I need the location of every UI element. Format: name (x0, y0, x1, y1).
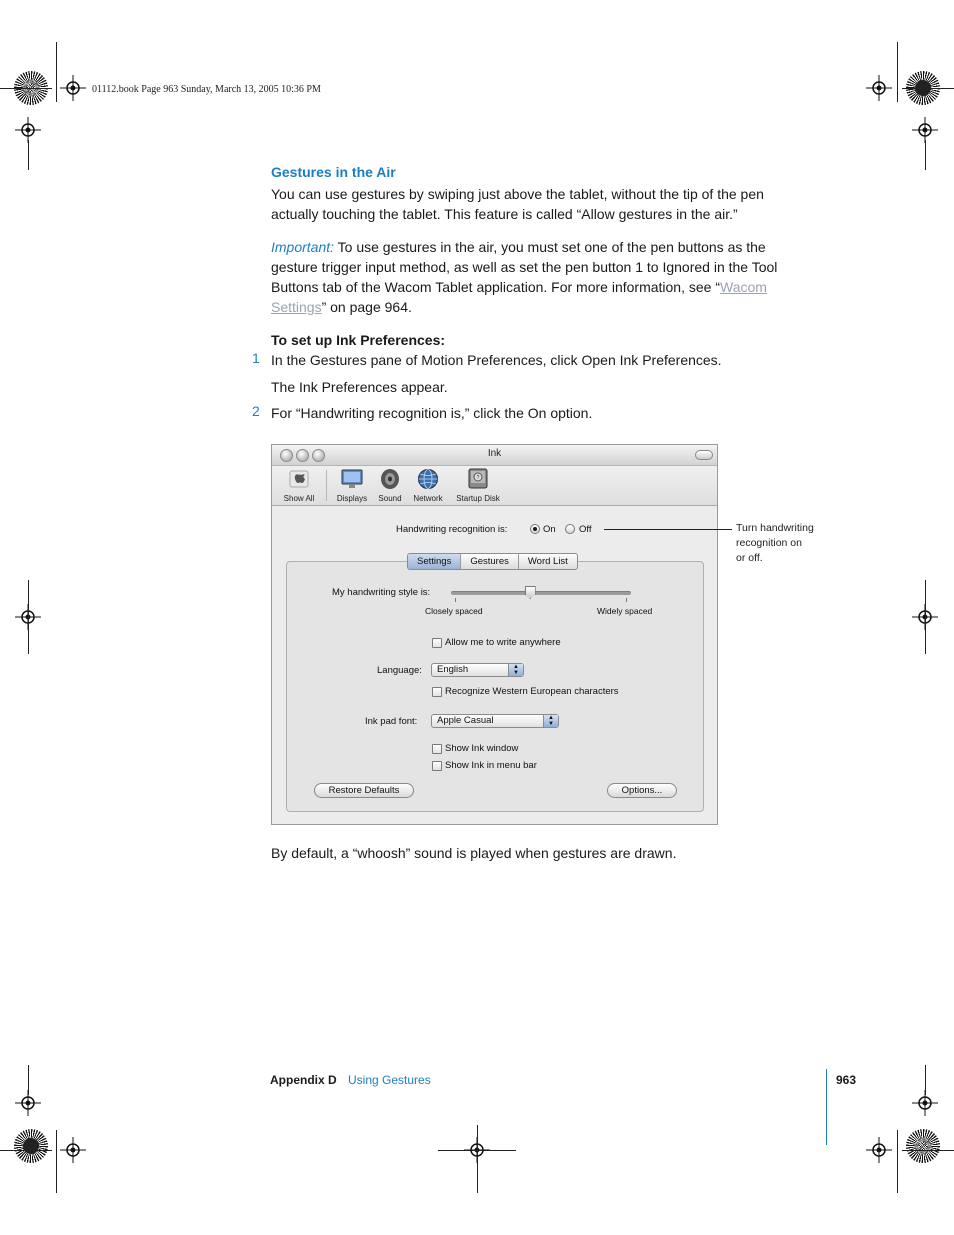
window-title: Ink (487, 448, 502, 459)
radio-label: On (543, 524, 556, 535)
popup-arrows-icon: ▲ ▼ (508, 664, 523, 676)
popup-arrows-icon: ▲ ▼ (543, 715, 558, 727)
callout-leader-line (604, 529, 732, 530)
registration-crosshair-icon (866, 75, 892, 101)
toolbar-startup-disk[interactable] (452, 468, 504, 503)
options-button[interactable]: Options... (607, 783, 677, 798)
intro-paragraph: You can use gestures by swiping just above the tablet, without the tip of the pen actually touching the tablet. This feature is called “Allow gestures in the air.” (271, 186, 764, 222)
callout-text: Turn handwriting recognition on or off. (736, 522, 814, 564)
apple-icon (287, 468, 311, 490)
restore-defaults-button[interactable]: Restore Defaults (314, 783, 414, 798)
toolbar-label: Show All (283, 494, 315, 503)
ink-pad-font-popup[interactable] (431, 714, 559, 728)
step-text: In the Gestures pane of Motion Preferences, click Open Ink Preferences. (271, 352, 722, 368)
toolbar-displays[interactable] (333, 468, 371, 503)
important-text-end: ” on page 964. (321, 299, 412, 315)
closing-paragraph: By default, a “whoosh” sound is played when gestures are drawn. (271, 845, 677, 861)
footer-appendix: Appendix D (270, 1073, 337, 1087)
footer-chapter: Using Gestures (348, 1073, 431, 1087)
speaker-icon (378, 468, 402, 490)
registration-crosshair-icon (60, 75, 86, 101)
registration-sunburst-icon (906, 1129, 940, 1163)
page-number: 963 (836, 1073, 857, 1087)
tab-settings[interactable]: Settings (408, 554, 461, 569)
step-text: For “Handwriting recognition is,” click the On option. (271, 405, 593, 421)
recognition-off-radio[interactable] (565, 524, 575, 534)
toolbar-network[interactable] (409, 468, 447, 503)
globe-icon (416, 468, 440, 490)
slider-tick (626, 598, 627, 602)
slider-max-label: Widely spaced (597, 606, 653, 616)
checkbox-label: Show Ink in menu bar (445, 760, 537, 771)
recognition-on-radio[interactable] (530, 524, 540, 534)
svg-text:?: ? (476, 475, 480, 481)
checkbox-label: Allow me to write anywhere (445, 637, 561, 648)
slider-min-label: Closely spaced (425, 606, 483, 616)
handwriting-style-label: My handwriting style is: (332, 587, 431, 598)
disk-icon (466, 468, 490, 490)
ink-pad-font-label: Ink pad font: (365, 716, 418, 727)
footer-rule (826, 1069, 827, 1145)
toolbar-separator (326, 470, 327, 501)
toolbar-label: Displays (336, 494, 368, 503)
checkbox-label: Show Ink window (445, 743, 519, 754)
procedure-heading: To set up Ink Preferences: (271, 332, 446, 348)
window-titlebar (272, 445, 717, 466)
section-heading: Gestures in the Air (271, 164, 396, 180)
toolbar-sound[interactable] (375, 468, 405, 503)
step-number: 1 (252, 350, 260, 366)
important-note (271, 237, 801, 317)
toolbar-toggle-button[interactable] (695, 450, 713, 460)
allow-write-anywhere-checkbox[interactable] (432, 638, 442, 648)
ink-pad-font-value: Apple Casual (437, 715, 494, 726)
handwriting-style-slider[interactable] (451, 591, 631, 595)
registration-sunburst-icon (14, 1129, 48, 1163)
toolbar-label: Network (413, 494, 443, 503)
wacom-settings-link[interactable]: Wacom Settings (271, 279, 767, 315)
important-label: Important: (271, 239, 335, 255)
step-result: The Ink Preferences appear. (271, 379, 448, 395)
language-popup[interactable] (431, 663, 524, 677)
slider-tick (455, 598, 456, 602)
radio-label: Off (579, 524, 592, 535)
show-ink-menubar-checkbox[interactable] (432, 761, 442, 771)
registration-crosshair-icon (60, 1137, 86, 1163)
preferences-toolbar (272, 466, 717, 506)
step-number: 2 (252, 403, 260, 419)
registration-crosshair-icon (866, 1137, 892, 1163)
tab-word-list[interactable]: Word List (527, 556, 568, 567)
display-icon (340, 468, 364, 490)
language-label: Language: (377, 665, 422, 676)
important-text: To use gestures in the air, you must set one of the pen buttons as the gesture trigger input method, as well as set the pen button 1 to Ignored in the Tool Buttons tab of the Wacom Tablet application. For more information, see “ (271, 239, 778, 295)
checkbox-label: Recognize Western European characters (445, 686, 619, 697)
recognize-western-checkbox[interactable] (432, 687, 442, 697)
print-header-info: 01112.book Page 963 Sunday, March 13, 2005 10:36 PM (92, 84, 321, 95)
tab-bar (407, 553, 578, 570)
handwriting-recognition-label: Handwriting recognition is: (396, 524, 508, 535)
toolbar-label: Sound (378, 494, 402, 503)
show-ink-window-checkbox[interactable] (432, 744, 442, 754)
toolbar-label: Startup Disk (456, 494, 500, 503)
ink-preferences-window (271, 444, 718, 825)
language-value: English (437, 664, 469, 675)
toolbar-show-all[interactable] (279, 468, 319, 503)
tab-gestures[interactable]: Gestures (461, 554, 519, 569)
